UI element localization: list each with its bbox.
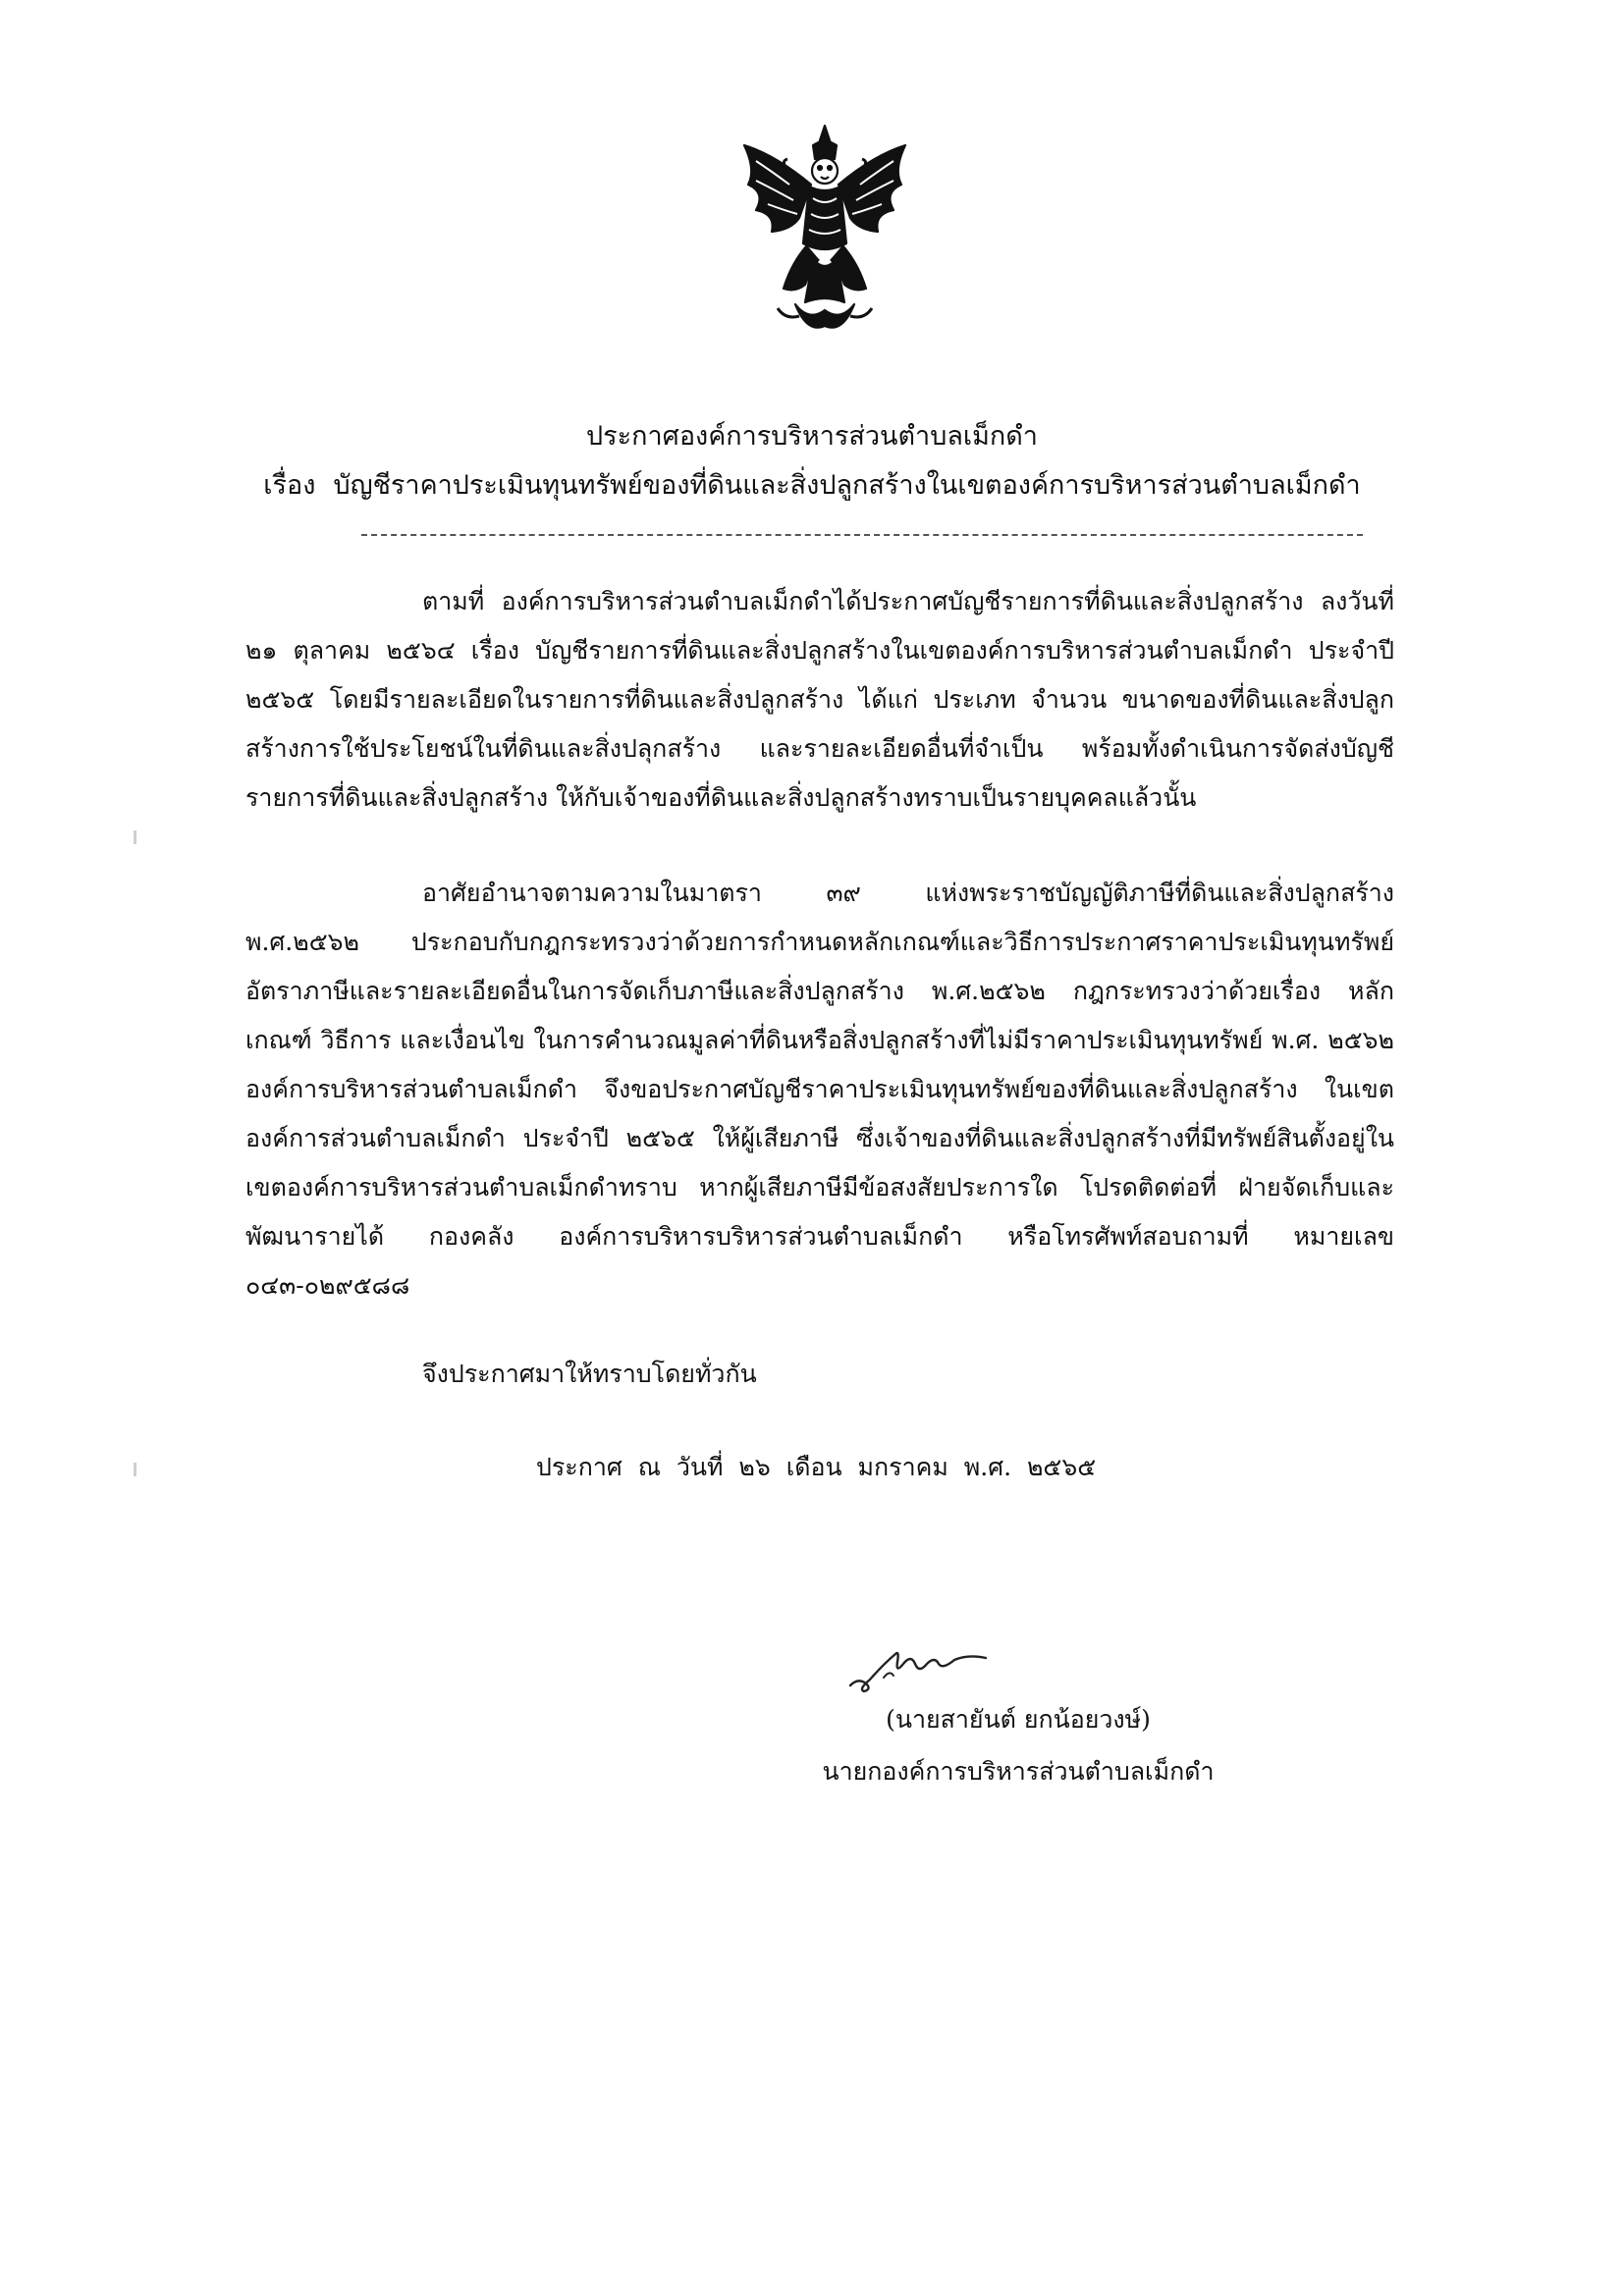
signer-name: (นายสายันต์ ยกน้อยวงษ์) bbox=[886, 1705, 1151, 1734]
handwritten-signature-icon bbox=[844, 1634, 992, 1703]
announcement-title: ประกาศองค์การบริหารส่วนตำบลเม็กดำ bbox=[586, 421, 1038, 452]
signer-position: นายกองค์การบริหารส่วนตำบลเม็กดำ bbox=[822, 1757, 1215, 1786]
title-divider bbox=[361, 534, 1363, 536]
scan-mark bbox=[134, 830, 136, 844]
closing-statement: จึงประกาศมาให้ทราบโดยทั่วกัน bbox=[422, 1360, 757, 1388]
paragraph-1: ตามที่ องค์การบริหารส่วนตำบลเม็กดำได้ประกาศบัญชีรายการที่ดินและสิ่งปลูกสร้าง ลงวันที่ ๒๑ ตุลาคม ๒๕๖๔ เรื่อง บัญชีรายการที่ดินและสิ่งปลูกสร้างในเขตองค์การบริหารส่วนตำบลเม็กดำ ประจำปี ๒๕๖๕ โดยมีรายละเอียดในรายการที่ดินและสิ่งปลูกสร้าง ได้แก่ ประเภท จำนวน ขนาดของที่ดินและสิ่งปลูกสร้างการใช้ประโยชน์ในที่ดินและสิ่งปลุกสร้าง และรายละเอียดอื่นที่จำเป็น พร้อมทั้งดำเนินการจัดส่งบัญชีรายการที่ดินและสิ่งปลูกสร้าง ให้กับเจ้าของที่ดินและสิ่งปลูกสร้างทราบเป็นรายบุคคลแล้วนั้น bbox=[245, 587, 1394, 812]
announcement-date: ประกาศ ณ วันที่ ๒๖ เดือน มกราคม พ.ศ. ๒๕๖๕ bbox=[536, 1453, 1097, 1481]
announcement-subject bbox=[0, 466, 1624, 506]
subject-text: บัญชีราคาประเมินทุนทรัพย์ของที่ดินและสิ่งปลูกสร้างในเขตองค์การบริหารส่วนตำบลเม็กดำ bbox=[333, 470, 1361, 501]
paragraph-2: อาศัยอำนาจตามความในมาตรา ๓๙ แห่งพระราชบัญญัติภาษีที่ดินและสิ่งปลูกสร้าง พ.ศ.๒๕๖๒ ประกอบกับกฎกระทรวงว่าด้วยการกำหนดหลักเกณฑ์และวิธีการประกาศราคาประเมินทุนทรัพย์ อัตราภาษีและรายละเอียดอื่นในการจัดเก็บภาษีและสิ่งปลูกสร้าง พ.ศ.๒๕๖๒ กฎกระทรวงว่าด้วยเรื่อง หลักเกณฑ์ วิธีการ และเงื่อนไข ในการคำนวณมูลค่าที่ดินหรือสิ่งปลูกสร้างที่ไม่มีราคาประเมินทุนทรัพย์ พ.ศ. ๒๕๖๒ องค์การบริหารส่วนตำบลเม็กดำ จึงขอประกาศบัญชีราคาประเมินทุนทรัพย์ของที่ดินและสิ่งปลูกสร้าง ในเขตองค์การส่วนตำบลเม็กดำ ประจำปี ๒๕๖๕ ให้ผู้เสียภาษี ซึ่งเจ้าของที่ดินและสิ่งปลูกสร้างที่มีทรัพย์สินตั้งอยู่ในเขตองค์การบริหารส่วนตำบลเม็กดำทราบ หากผู้เสียภาษีมีข้อสงสัยประการใด โปรดติดต่อที่ ฝ่ายจัดเก็บและพัฒนารายได้ กองคลัง องค์การบริหารบริหารส่วนตำบลเม็กดำ หรือโทรศัพท์สอบถามที่ หมายเลข ๐๔๓-๐๒๙๕๘๘ bbox=[245, 879, 1394, 1300]
subject-label: เรื่อง bbox=[263, 470, 316, 501]
scan-mark bbox=[134, 1463, 136, 1476]
garuda-emblem-icon bbox=[727, 116, 923, 342]
